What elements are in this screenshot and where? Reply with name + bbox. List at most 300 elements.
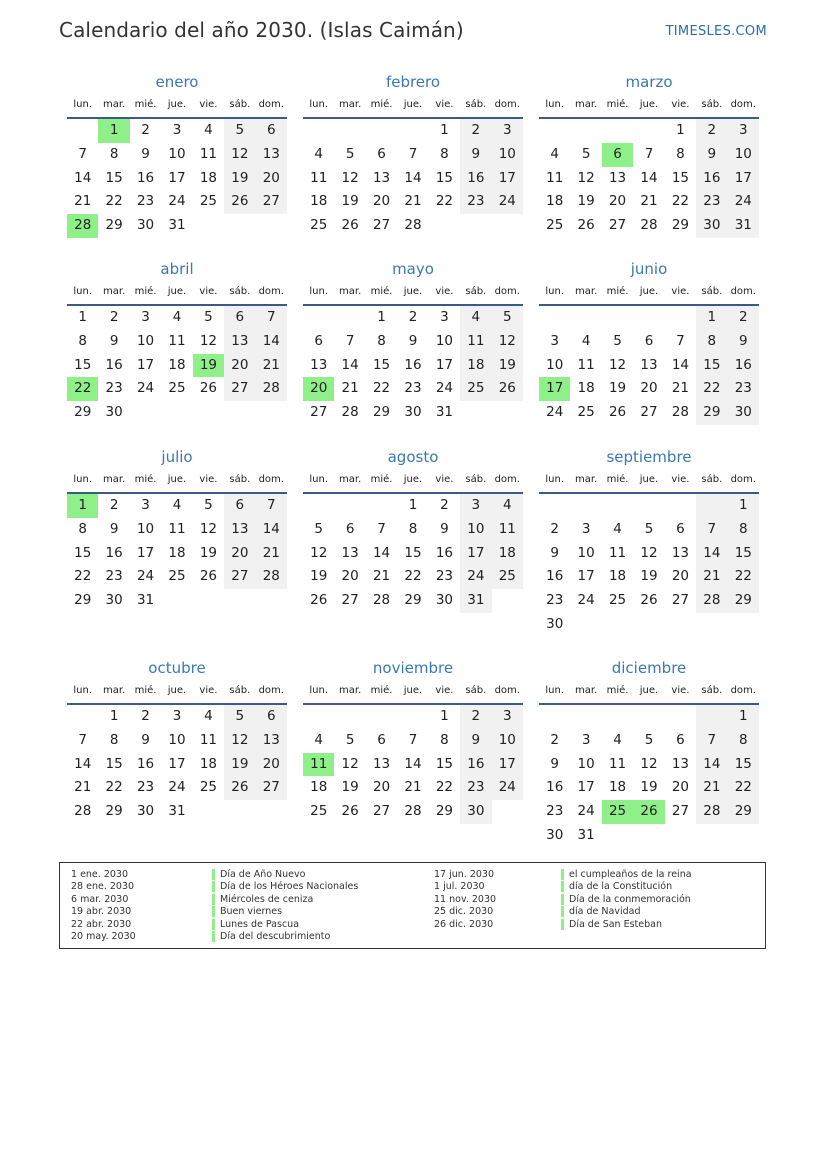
- day-cell[interactable]: 4: [613, 520, 622, 537]
- day-cell[interactable]: 25: [602, 800, 633, 824]
- day-cell[interactable]: 4: [314, 731, 323, 748]
- day-cell[interactable]: 27: [608, 217, 627, 234]
- day-cell[interactable]: 22: [74, 568, 92, 585]
- day-cell[interactable]: 9: [460, 143, 491, 167]
- day-cell[interactable]: 24: [546, 404, 564, 421]
- day-cell[interactable]: 6: [314, 332, 323, 349]
- day-cell[interactable]: 8: [440, 731, 449, 748]
- day-cell[interactable]: 18: [608, 779, 627, 796]
- day-cell[interactable]: 28: [341, 404, 359, 421]
- day-cell[interactable]: 6: [224, 494, 255, 518]
- day-cell[interactable]: 5: [581, 145, 591, 162]
- day-cell[interactable]: 13: [640, 356, 658, 373]
- day-cell[interactable]: 22: [435, 193, 454, 210]
- day-cell[interactable]: 9: [109, 332, 119, 349]
- day-cell[interactable]: 2: [109, 497, 119, 513]
- day-cell[interactable]: 10: [136, 332, 155, 349]
- day-cell[interactable]: 13: [256, 729, 287, 753]
- day-cell[interactable]: 30: [460, 800, 491, 824]
- day-cell[interactable]: 9: [109, 520, 119, 537]
- day-cell[interactable]: 12: [224, 729, 255, 753]
- day-cell[interactable]: 28: [67, 214, 98, 238]
- day-cell[interactable]: 15: [435, 755, 454, 772]
- day-cell[interactable]: 28: [74, 803, 92, 820]
- day-cell[interactable]: 23: [460, 190, 491, 214]
- day-cell[interactable]: 27: [224, 565, 255, 589]
- day-cell[interactable]: 14: [372, 544, 391, 561]
- day-cell[interactable]: 16: [404, 356, 422, 373]
- day-cell[interactable]: 8: [78, 520, 87, 537]
- day-cell[interactable]: 8: [728, 729, 759, 753]
- day-cell[interactable]: 17: [577, 568, 595, 585]
- day-cell[interactable]: 31: [168, 217, 186, 234]
- day-cell[interactable]: 6: [644, 332, 654, 349]
- day-cell[interactable]: 11: [608, 755, 627, 772]
- day-cell[interactable]: 24: [168, 779, 186, 796]
- day-cell[interactable]: 28: [671, 404, 690, 421]
- day-cell[interactable]: 29: [105, 217, 123, 234]
- day-cell[interactable]: 30: [546, 615, 564, 632]
- day-cell[interactable]: 16: [546, 568, 564, 585]
- day-cell[interactable]: 21: [671, 380, 690, 397]
- day-cell[interactable]: 6: [676, 731, 685, 748]
- day-cell[interactable]: 31: [728, 214, 759, 238]
- day-cell[interactable]: 30: [105, 592, 123, 609]
- day-cell[interactable]: 3: [492, 705, 523, 729]
- day-cell[interactable]: 17: [136, 356, 155, 373]
- day-cell[interactable]: 8: [408, 520, 418, 537]
- day-cell[interactable]: 30: [435, 592, 454, 609]
- day-cell[interactable]: 9: [408, 332, 418, 349]
- day-cell[interactable]: 1: [98, 119, 129, 143]
- day-cell[interactable]: 24: [577, 803, 595, 820]
- day-cell[interactable]: 22: [696, 377, 727, 401]
- day-cell[interactable]: 23: [546, 803, 564, 820]
- day-cell[interactable]: 11: [577, 356, 595, 373]
- day-cell[interactable]: 15: [105, 755, 123, 772]
- day-cell[interactable]: 31: [460, 589, 491, 613]
- day-cell[interactable]: 21: [372, 568, 391, 585]
- day-cell[interactable]: 16: [136, 755, 155, 772]
- day-cell[interactable]: 12: [199, 332, 218, 349]
- day-cell[interactable]: 12: [492, 330, 523, 354]
- day-cell[interactable]: 24: [168, 193, 186, 210]
- day-cell[interactable]: 6: [676, 520, 685, 537]
- day-cell[interactable]: 5: [345, 145, 355, 162]
- day-cell[interactable]: 9: [141, 731, 150, 748]
- day-cell[interactable]: 4: [613, 731, 622, 748]
- day-cell[interactable]: 16: [105, 356, 123, 373]
- day-cell[interactable]: 31: [168, 803, 186, 820]
- day-cell[interactable]: 26: [224, 190, 255, 214]
- day-cell[interactable]: 16: [460, 753, 491, 777]
- day-cell[interactable]: 3: [581, 731, 591, 748]
- day-cell[interactable]: 11: [199, 731, 218, 748]
- day-cell[interactable]: 26: [640, 592, 658, 609]
- day-cell[interactable]: 28: [696, 800, 727, 824]
- day-cell[interactable]: 5: [224, 119, 255, 143]
- day-cell[interactable]: 8: [109, 145, 119, 162]
- day-cell[interactable]: 15: [105, 169, 123, 186]
- day-cell[interactable]: 9: [141, 145, 150, 162]
- day-cell[interactable]: 7: [78, 731, 87, 748]
- day-cell[interactable]: 18: [492, 542, 523, 566]
- day-cell[interactable]: 13: [671, 544, 690, 561]
- day-cell[interactable]: 4: [204, 708, 213, 724]
- day-cell[interactable]: 2: [696, 119, 727, 143]
- day-cell[interactable]: 29: [74, 404, 92, 421]
- day-cell[interactable]: 20: [640, 380, 658, 397]
- day-cell[interactable]: 5: [204, 497, 213, 513]
- day-cell[interactable]: 2: [141, 122, 150, 138]
- day-cell[interactable]: 18: [168, 356, 186, 373]
- day-cell[interactable]: 1: [728, 705, 759, 729]
- day-cell[interactable]: 5: [492, 306, 523, 330]
- day-cell[interactable]: 19: [577, 193, 595, 210]
- day-cell[interactable]: 8: [78, 332, 87, 349]
- day-cell[interactable]: 26: [577, 217, 595, 234]
- day-cell[interactable]: 13: [372, 755, 391, 772]
- day-cell[interactable]: 29: [728, 589, 759, 613]
- day-cell[interactable]: 29: [696, 401, 727, 425]
- day-cell[interactable]: 15: [435, 169, 454, 186]
- day-cell[interactable]: 17: [168, 169, 186, 186]
- day-cell[interactable]: 8: [696, 330, 727, 354]
- day-cell[interactable]: 22: [105, 193, 123, 210]
- day-cell[interactable]: 20: [303, 377, 334, 401]
- day-cell[interactable]: 4: [172, 309, 182, 325]
- day-cell[interactable]: 7: [377, 520, 386, 537]
- day-cell[interactable]: 10: [460, 518, 491, 542]
- day-cell[interactable]: 21: [74, 193, 92, 210]
- day-cell[interactable]: 12: [310, 544, 328, 561]
- day-cell[interactable]: 13: [372, 169, 391, 186]
- day-cell[interactable]: 17: [728, 167, 759, 191]
- day-cell[interactable]: 14: [256, 330, 287, 354]
- day-cell[interactable]: 26: [608, 404, 627, 421]
- day-cell[interactable]: 21: [696, 776, 727, 800]
- day-cell[interactable]: 25: [577, 404, 595, 421]
- day-cell[interactable]: 25: [168, 380, 186, 397]
- day-cell[interactable]: 13: [256, 143, 287, 167]
- day-cell[interactable]: 1: [696, 306, 727, 330]
- day-cell[interactable]: 14: [696, 542, 727, 566]
- day-cell[interactable]: 16: [435, 544, 454, 561]
- day-cell[interactable]: 14: [671, 356, 690, 373]
- day-cell[interactable]: 6: [377, 731, 386, 748]
- day-cell[interactable]: 23: [136, 779, 155, 796]
- day-cell[interactable]: 23: [404, 380, 422, 397]
- day-cell[interactable]: 20: [256, 167, 287, 191]
- day-cell[interactable]: 28: [696, 589, 727, 613]
- day-cell[interactable]: 14: [74, 755, 92, 772]
- day-cell[interactable]: 28: [404, 217, 422, 234]
- day-cell[interactable]: 3: [141, 497, 150, 513]
- day-cell[interactable]: 21: [404, 779, 422, 796]
- day-cell[interactable]: 20: [341, 568, 359, 585]
- day-cell[interactable]: 18: [546, 193, 564, 210]
- day-cell[interactable]: 18: [460, 354, 491, 378]
- day-cell[interactable]: 31: [136, 592, 155, 609]
- day-cell[interactable]: 12: [640, 755, 658, 772]
- day-cell[interactable]: 23: [105, 568, 123, 585]
- day-cell[interactable]: 26: [199, 380, 218, 397]
- day-cell[interactable]: 15: [671, 169, 690, 186]
- day-cell[interactable]: 7: [696, 729, 727, 753]
- day-cell[interactable]: 3: [550, 332, 559, 349]
- day-cell[interactable]: 20: [224, 354, 255, 378]
- day-cell[interactable]: 15: [404, 544, 422, 561]
- day-cell[interactable]: 18: [168, 544, 186, 561]
- day-cell[interactable]: 20: [256, 753, 287, 777]
- day-cell[interactable]: 3: [492, 119, 523, 143]
- day-cell[interactable]: 29: [74, 592, 92, 609]
- day-cell[interactable]: 19: [608, 380, 627, 397]
- day-cell[interactable]: 6: [256, 705, 287, 729]
- day-cell[interactable]: 22: [105, 779, 123, 796]
- day-cell[interactable]: 11: [608, 544, 627, 561]
- day-cell[interactable]: 2: [109, 309, 119, 325]
- day-cell[interactable]: 23: [696, 190, 727, 214]
- day-cell[interactable]: 30: [546, 826, 564, 843]
- day-cell[interactable]: 27: [671, 592, 690, 609]
- day-cell[interactable]: 21: [74, 779, 92, 796]
- day-cell[interactable]: 24: [492, 190, 523, 214]
- day-cell[interactable]: 29: [728, 800, 759, 824]
- day-cell[interactable]: 10: [168, 145, 186, 162]
- day-cell[interactable]: 28: [256, 565, 287, 589]
- day-cell[interactable]: 10: [168, 731, 186, 748]
- day-cell[interactable]: 24: [577, 592, 595, 609]
- day-cell[interactable]: 12: [199, 520, 218, 537]
- day-cell[interactable]: 28: [372, 592, 391, 609]
- day-cell[interactable]: 23: [435, 568, 454, 585]
- day-cell[interactable]: 26: [341, 217, 359, 234]
- day-cell[interactable]: 18: [608, 568, 627, 585]
- day-cell[interactable]: 24: [492, 776, 523, 800]
- day-cell[interactable]: 10: [492, 729, 523, 753]
- day-cell[interactable]: 17: [168, 755, 186, 772]
- day-cell[interactable]: 11: [460, 330, 491, 354]
- day-cell[interactable]: 12: [341, 169, 359, 186]
- day-cell[interactable]: 26: [341, 803, 359, 820]
- day-cell[interactable]: 28: [640, 217, 658, 234]
- day-cell[interactable]: 23: [105, 380, 123, 397]
- day-cell[interactable]: 19: [310, 568, 328, 585]
- day-cell[interactable]: 10: [435, 332, 454, 349]
- day-cell[interactable]: 14: [640, 169, 658, 186]
- day-cell[interactable]: 2: [408, 309, 418, 325]
- day-cell[interactable]: 8: [440, 145, 449, 162]
- day-cell[interactable]: 21: [640, 193, 658, 210]
- day-cell[interactable]: 29: [404, 592, 422, 609]
- day-cell[interactable]: 4: [314, 145, 323, 162]
- day-cell[interactable]: 12: [640, 544, 658, 561]
- day-cell[interactable]: 5: [204, 309, 213, 325]
- day-cell[interactable]: 3: [141, 309, 150, 325]
- day-cell[interactable]: 11: [199, 145, 218, 162]
- day-cell[interactable]: 11: [492, 518, 523, 542]
- day-cell[interactable]: 25: [168, 568, 186, 585]
- day-cell[interactable]: 3: [440, 309, 449, 325]
- day-cell[interactable]: 7: [408, 145, 418, 162]
- day-cell[interactable]: 5: [644, 520, 654, 537]
- day-cell[interactable]: 20: [671, 568, 690, 585]
- day-cell[interactable]: 10: [577, 755, 595, 772]
- day-cell[interactable]: 9: [728, 330, 759, 354]
- day-cell[interactable]: 5: [345, 731, 355, 748]
- day-cell[interactable]: 13: [608, 169, 627, 186]
- day-cell[interactable]: 19: [341, 193, 359, 210]
- day-cell[interactable]: 13: [224, 518, 255, 542]
- day-cell[interactable]: 9: [460, 729, 491, 753]
- day-cell[interactable]: 20: [608, 193, 627, 210]
- day-cell[interactable]: 20: [224, 542, 255, 566]
- day-cell[interactable]: 22: [404, 568, 422, 585]
- day-cell[interactable]: 27: [372, 217, 391, 234]
- day-cell[interactable]: 1: [440, 708, 449, 724]
- day-cell[interactable]: 18: [577, 380, 595, 397]
- day-cell[interactable]: 25: [310, 803, 328, 820]
- day-cell[interactable]: 13: [341, 544, 359, 561]
- day-cell[interactable]: 8: [728, 518, 759, 542]
- day-cell[interactable]: 30: [696, 214, 727, 238]
- day-cell[interactable]: 23: [546, 592, 564, 609]
- day-cell[interactable]: 16: [105, 544, 123, 561]
- day-cell[interactable]: 15: [728, 753, 759, 777]
- day-cell[interactable]: 20: [671, 779, 690, 796]
- day-cell[interactable]: 4: [550, 145, 559, 162]
- day-cell[interactable]: 10: [546, 356, 564, 373]
- day-cell[interactable]: 31: [435, 404, 454, 421]
- day-cell[interactable]: 2: [141, 708, 150, 724]
- day-cell[interactable]: 25: [546, 217, 564, 234]
- day-cell[interactable]: 2: [460, 119, 491, 143]
- day-cell[interactable]: 24: [136, 380, 155, 397]
- day-cell[interactable]: 1: [377, 309, 386, 325]
- day-cell[interactable]: 6: [602, 143, 633, 167]
- day-cell[interactable]: 5: [224, 705, 255, 729]
- day-cell[interactable]: 2: [460, 705, 491, 729]
- day-cell[interactable]: 29: [435, 803, 454, 820]
- day-cell[interactable]: 7: [345, 332, 355, 349]
- brand-logo[interactable]: TIMESLES.COM: [665, 24, 767, 39]
- day-cell[interactable]: 6: [256, 119, 287, 143]
- day-cell[interactable]: 14: [696, 753, 727, 777]
- day-cell[interactable]: 21: [696, 565, 727, 589]
- day-cell[interactable]: 30: [105, 404, 123, 421]
- day-cell[interactable]: 14: [404, 755, 422, 772]
- day-cell[interactable]: 9: [696, 143, 727, 167]
- day-cell[interactable]: 24: [136, 568, 155, 585]
- day-cell[interactable]: 26: [224, 776, 255, 800]
- day-cell[interactable]: 3: [172, 708, 182, 724]
- day-cell[interactable]: 10: [136, 520, 155, 537]
- day-cell[interactable]: 27: [256, 190, 287, 214]
- day-cell[interactable]: 19: [224, 167, 255, 191]
- day-cell[interactable]: 30: [136, 803, 155, 820]
- day-cell[interactable]: 7: [256, 306, 287, 330]
- day-cell[interactable]: 19: [199, 544, 218, 561]
- day-cell[interactable]: 7: [78, 145, 87, 162]
- day-cell[interactable]: 18: [199, 755, 218, 772]
- day-cell[interactable]: 29: [372, 404, 391, 421]
- day-cell[interactable]: 16: [728, 354, 759, 378]
- day-cell[interactable]: 3: [172, 122, 182, 138]
- day-cell[interactable]: 2: [728, 306, 759, 330]
- day-cell[interactable]: 16: [546, 779, 564, 796]
- day-cell[interactable]: 4: [492, 494, 523, 518]
- day-cell[interactable]: 5: [314, 520, 323, 537]
- day-cell[interactable]: 3: [581, 520, 591, 537]
- day-cell[interactable]: 20: [372, 193, 391, 210]
- day-cell[interactable]: 21: [404, 193, 422, 210]
- day-cell[interactable]: 1: [728, 494, 759, 518]
- day-cell[interactable]: 24: [728, 190, 759, 214]
- day-cell[interactable]: 13: [671, 755, 690, 772]
- day-cell[interactable]: 11: [168, 332, 186, 349]
- day-cell[interactable]: 25: [310, 217, 328, 234]
- day-cell[interactable]: 16: [460, 167, 491, 191]
- day-cell[interactable]: 30: [136, 217, 155, 234]
- day-cell[interactable]: 12: [608, 356, 627, 373]
- day-cell[interactable]: 18: [310, 779, 328, 796]
- day-cell[interactable]: 25: [199, 779, 218, 796]
- day-cell[interactable]: 12: [341, 755, 359, 772]
- day-cell[interactable]: 27: [256, 776, 287, 800]
- day-cell[interactable]: 29: [105, 803, 123, 820]
- day-cell[interactable]: 4: [460, 306, 491, 330]
- day-cell[interactable]: 16: [136, 169, 155, 186]
- day-cell[interactable]: 25: [460, 377, 491, 401]
- day-cell[interactable]: 2: [440, 497, 449, 513]
- day-cell[interactable]: 17: [577, 779, 595, 796]
- day-cell[interactable]: 11: [546, 169, 564, 186]
- day-cell[interactable]: 19: [640, 568, 658, 585]
- day-cell[interactable]: 9: [440, 520, 449, 537]
- day-cell[interactable]: 2: [550, 520, 559, 537]
- day-cell[interactable]: 24: [460, 565, 491, 589]
- day-cell[interactable]: 26: [633, 800, 664, 824]
- day-cell[interactable]: 26: [310, 592, 328, 609]
- day-cell[interactable]: 15: [74, 356, 92, 373]
- day-cell[interactable]: 22: [728, 776, 759, 800]
- day-cell[interactable]: 4: [172, 497, 182, 513]
- day-cell[interactable]: 15: [696, 354, 727, 378]
- day-cell[interactable]: 7: [644, 145, 654, 162]
- day-cell[interactable]: 28: [404, 803, 422, 820]
- day-cell[interactable]: 1: [440, 122, 449, 138]
- day-cell[interactable]: 27: [372, 803, 391, 820]
- day-cell[interactable]: 23: [136, 193, 155, 210]
- day-cell[interactable]: 17: [435, 356, 454, 373]
- day-cell[interactable]: 21: [256, 542, 287, 566]
- day-cell[interactable]: 10: [728, 143, 759, 167]
- day-cell[interactable]: 9: [550, 544, 559, 561]
- day-cell[interactable]: 1: [676, 122, 685, 138]
- day-cell[interactable]: 6: [345, 520, 355, 537]
- day-cell[interactable]: 18: [199, 169, 218, 186]
- day-cell[interactable]: 11: [303, 753, 334, 777]
- day-cell[interactable]: 15: [372, 356, 391, 373]
- day-cell[interactable]: 24: [435, 380, 454, 397]
- day-cell[interactable]: 19: [640, 779, 658, 796]
- day-cell[interactable]: 19: [224, 753, 255, 777]
- day-cell[interactable]: 9: [550, 755, 559, 772]
- day-cell[interactable]: 27: [640, 404, 658, 421]
- day-cell[interactable]: 8: [676, 145, 685, 162]
- day-cell[interactable]: 3: [728, 119, 759, 143]
